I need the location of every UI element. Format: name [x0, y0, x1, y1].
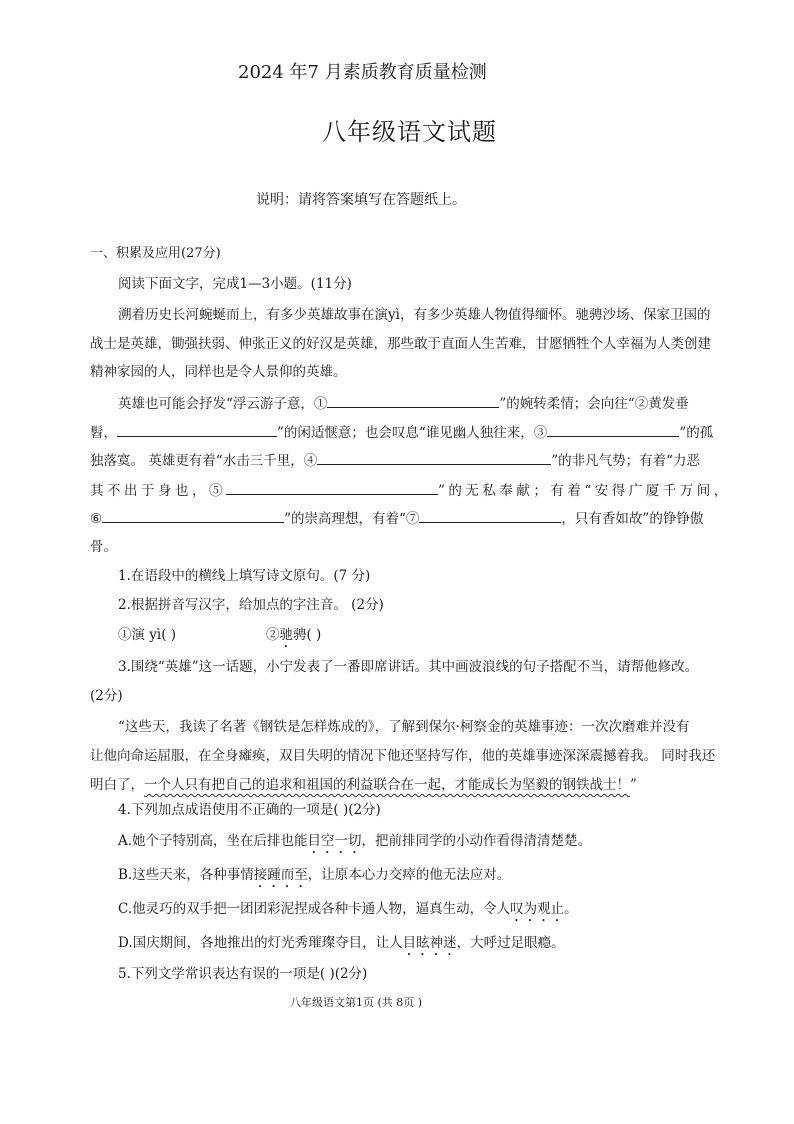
question-2: 2.根据拼音写汉字，给加点的字注音。 (2分)	[118, 597, 384, 613]
fill-blank-3[interactable]	[547, 424, 679, 437]
text-segment: ”	[630, 777, 637, 793]
question-5: 5.下列文学常识表达有误的一项是( )(2分)	[118, 966, 368, 982]
paragraph1-line1: 溯着历史长河蜿蜒而上，有多少英雄故事在演yì，有多少英雄人物值得缅怀。驰骋沙场、保家卫国的	[118, 307, 711, 323]
fill-blank-6[interactable]	[102, 510, 284, 523]
text-segment: ”的闲适惬意；也会叹息“谁见幽人独往来，③	[277, 425, 548, 441]
text-segment: B.这些天来，各种事情	[118, 867, 254, 883]
paragraph2-line6: 骨。	[90, 539, 117, 555]
text-segment: 。	[564, 901, 578, 917]
text-segment: 独落寞。 英雄更有着“水击三千里，④	[90, 453, 318, 469]
text-segment: 其不出于身也，⑤	[90, 483, 226, 499]
text-segment: C.他灵巧的双手把一团团彩泥捏成各种卡通人物，逼真生动，令人	[118, 901, 511, 917]
dotted-idiom: 目眩神迷	[402, 935, 457, 951]
fill-blank-5[interactable]	[226, 482, 438, 495]
section-title: 一、积累及应用(27分)	[90, 246, 221, 261]
text-segment: 髫，	[90, 425, 117, 441]
text-segment: ，让原本心力交瘁的他无法应对。	[307, 867, 511, 883]
text-segment: ，只有香如故”的铮铮傲	[561, 511, 704, 527]
text-segment: ”的崇高理想，有着“⑦	[284, 511, 420, 527]
text-segment: ⑥	[90, 511, 103, 527]
question-2-item-1: ①演 yì( )	[118, 627, 177, 643]
paragraph2-line1	[118, 392, 689, 412]
paragraph2-line4	[90, 479, 731, 499]
paragraph2-line2	[90, 421, 713, 441]
fill-blank-1[interactable]	[327, 395, 499, 408]
option-d	[118, 931, 565, 959]
text-segment: D.国庆期间，各地推出的灯光秀璀璨夺目，让人	[118, 935, 403, 951]
option-c	[118, 897, 578, 925]
fill-blank-4[interactable]	[317, 452, 551, 465]
dotted-idiom: 接踵而至	[253, 867, 308, 883]
question-3-line1: 3.围绕“英雄”这一话题，小宁发表了一番即席讲话。其中画波浪线的句子搭配不当，请帮他修改。	[118, 659, 699, 675]
text-segment: 英雄也可能会抒发“浮云游子意，①	[118, 396, 328, 412]
text-segment: ”的非凡气势；有着“力恶	[551, 453, 701, 469]
question-3-text-line3	[90, 773, 637, 793]
instruction-note: 说明：请将答案填写在答题纸上。	[256, 192, 466, 208]
dotted-char: 驰	[279, 627, 293, 643]
fill-blank-2[interactable]	[117, 424, 277, 437]
paragraph2-line5	[90, 507, 703, 527]
text-segment: ”的无私奉献；有着“安得广厦千万间，	[438, 483, 731, 499]
question-3-text-line1: “这些天，我读了名著《钢铁是怎样炼成的》，了解到保尔·柯察金的英雄事迹：一次次磨难并没有	[118, 719, 690, 735]
paragraph2-line3	[90, 449, 700, 469]
option-b	[118, 863, 510, 891]
text-segment: ②	[266, 627, 280, 643]
reading-intro: 阅读下面文字，完成1—3小题。(11分)	[118, 276, 352, 292]
question-3-line2: (2分)	[90, 688, 123, 704]
text-segment: ，把前排同学的小动作看得清清楚楚。	[361, 833, 592, 849]
question-1: 1.在语段中的横线上填写诗文原句。(7 分)	[118, 568, 371, 584]
question-2-item-2	[266, 623, 321, 651]
exam-title: 2024 年7 月素质教育质量检测	[238, 62, 487, 83]
text-segment: 骋( )	[293, 627, 322, 643]
subject-title: 八年级语文试题	[322, 118, 497, 146]
page-footer: 八年级语文第1页 (共 8页 )	[290, 996, 423, 1009]
dotted-idiom: 目空一切	[307, 833, 362, 849]
paragraph1-line3: 精神家园的人，同样也是令人景仰的英雄。	[90, 364, 347, 380]
text-segment: ，大呼过足眼瘾。	[456, 935, 565, 951]
paragraph1-line2: 战士是英雄，锄强扶弱、伸张正义的好汉是英雄，那些敢于直面人生苦难，甘愿牺牲个人幸福为人类创建	[90, 336, 711, 352]
text-segment: ”的婉转柔情；会向往“②黄发垂	[499, 396, 689, 412]
text-segment: A.她个子特别高，坐在后排也能	[118, 833, 308, 849]
fill-blank-7[interactable]	[419, 510, 561, 523]
dotted-idiom: 叹为观止	[510, 901, 565, 917]
text-segment: 明白了，	[90, 777, 144, 793]
option-a	[118, 829, 591, 857]
question-4: 4.下列加点成语使用不正确的一项是( )(2分)	[118, 802, 381, 818]
question-3-text-line2: 让他向命运屈服，在全身瘫痪，双目失明的情况下他还坚持写作，他的英雄事迹深深震撼着我。 同时我还	[90, 748, 716, 764]
wavy-underlined-sentence: 一个人只有把自己的追求和祖国的利益联合在一起，才能成长为坚毅的钢铁战士！	[144, 777, 630, 793]
text-segment: ”的孤	[679, 425, 714, 441]
